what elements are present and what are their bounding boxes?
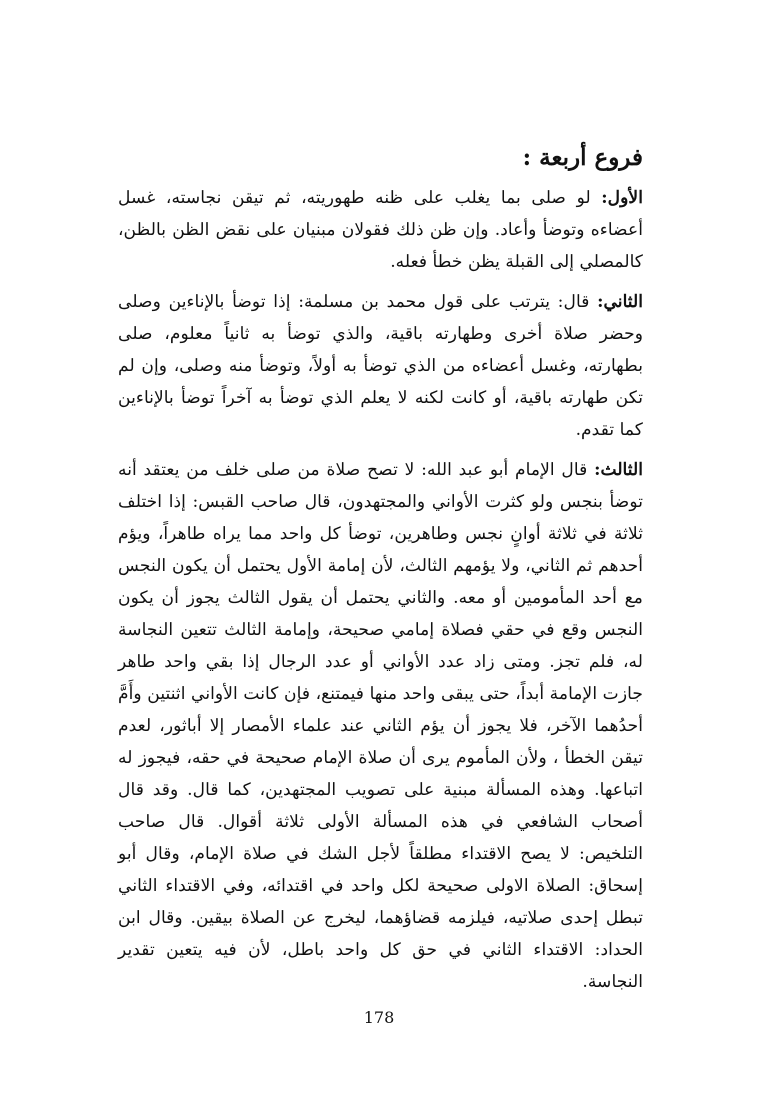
page-number: 178 (363, 1008, 395, 1027)
paragraph-first (118, 182, 643, 278)
paragraph-third (118, 454, 643, 998)
paragraph-first-lead: الأول: (601, 188, 643, 208)
paragraph-second-text: قال: يترتب على قول محمد بن مسلمة: إذا توضأ بالإناءين وصلى وحضر صلاة أخرى وطهارته باقية، والذي توضأ به ثانياً معلوم، صلى بطهارته، وغسل أعضاءه من الذي توضأ به أولاً، وتوضأ منه وصلى، وإن لم تكن طهارته باقية، أو كانت لكنه لا يعلم الذي توضأ به آخراً توضأ بالإناءين كما تقدم. (118, 292, 643, 440)
page-body (118, 140, 643, 1006)
paragraph-second-lead: الثاني: (597, 292, 643, 312)
section-heading: فروع أربعة : (522, 144, 643, 171)
paragraph-third-lead: الثالث: (594, 460, 643, 480)
paragraph-second (118, 286, 643, 446)
paragraph-first-text: لو صلى بما يغلب على ظنه طهوريته، ثم تيقن نجاسته، غسل أعضاءه وتوضأ وأعاد. وإن ظن ذلك فقولان مبنيان على نقض الظن بالظن، كالمصلي إلى القبلة يظن خطأ فعله. (118, 188, 643, 272)
paragraph-third-text: قال الإمام أبو عبد الله: لا تصح صلاة من صلى خلف من يعتقد أنه توضأ بنجس ولو كثرت الأواني والمجتهدون، قال صاحب القبس: إذا اختلف ثلاثة في ثلاثة أوانٍ نجس وطاهرين، توضأ كل واحد مما يراه طاهراً، ويؤم أحدهم ثم الثاني، ولا يؤمهم الثالث، لأن إمامة الأول يحتمل أن يكون النجس مع أحد المأمومين أو معه. والثاني يحتمل أن يقول الثالث يجوز أن يكون النجس وقع في حقي فصلاة إمامي صحيحة، وإمامة الثالث تتعين النجاسة له، فلم تجز. ومتى زاد عدد الأواني أو عدد الرجال إذا بقي واحد طاهر جازت الإمامة أبداً، حتى يبقى واحد منها فيمتنع، فإن كانت الأواني اثنتين وأَمَّ أحدُهما الآخر، فلا يجوز أن يؤم الثاني عند علماء الأمصار إلا أباثور، لعدم تيقن الخطأ ، ولأن المأموم يرى أن صلاة الإمام صحيحة في حقه، فيجوز له اتباعها. وهذه المسألة مبنية على تصويب المجتهدين، كما قال. وقد قال أصحاب الشافعي في هذه المسألة الأولى ثلاثة أقوال. قال صاحب التلخيص: لا يصح الاقتداء مطلقاً لأجل الشك في صلاة الإمام، وقال أبو إسحاق: الصلاة الاولى صحيحة لكل واحد في اقتدائه، وفي الاقتداء الثاني تبطل إحدى صلاتيه، فيلزمه قضاؤهما، ليخرج عن الصلاة بيقين. وقال ابن الحداد: الاقتداء الثاني في حق كل واحد باطل، لأن فيه يتعين تقدير النجاسة. (118, 460, 643, 992)
